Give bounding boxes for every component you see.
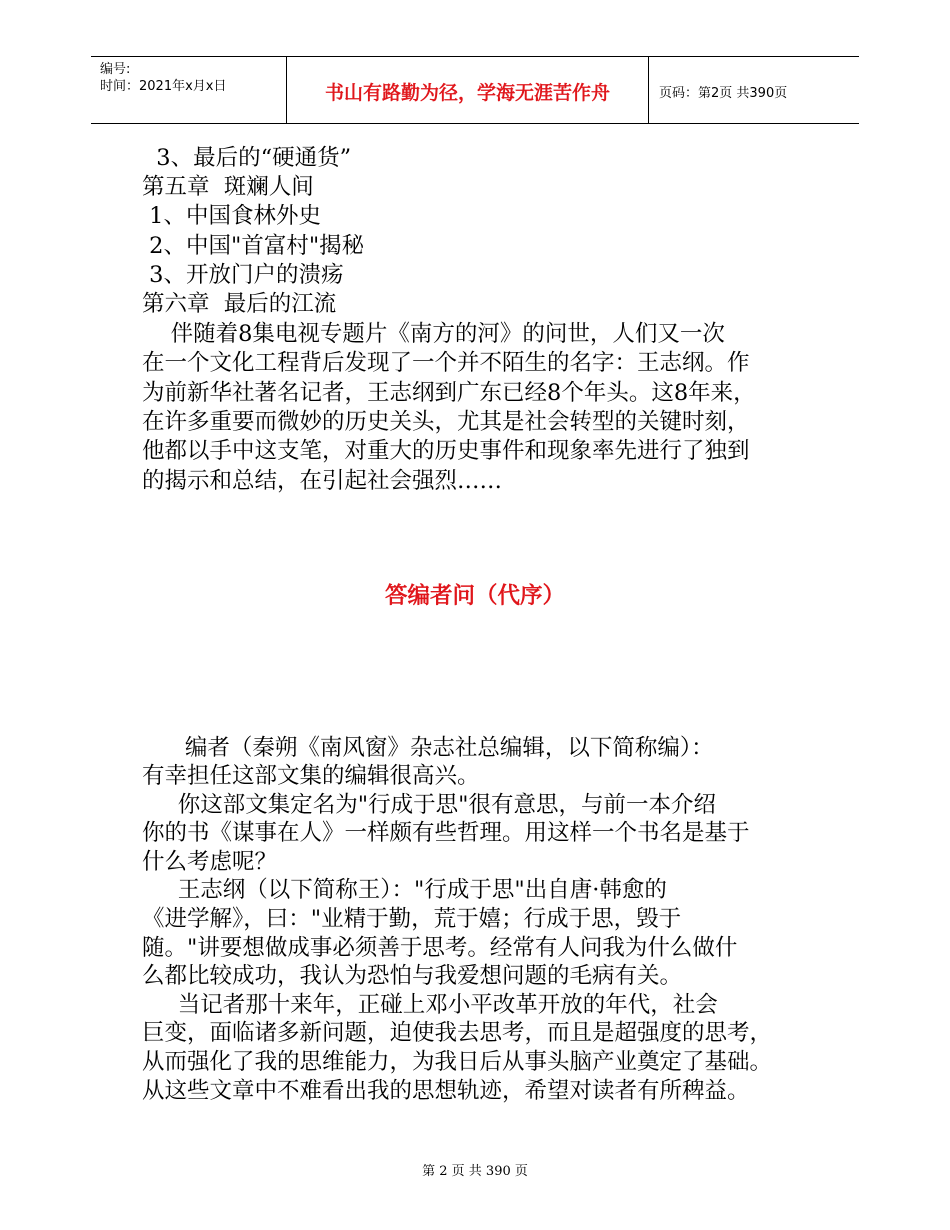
header-page-info: 页码：第2页 共390页 (659, 86, 788, 101)
body-line: 从而强化了我的思维能力，为我日后从事头脑产业奠定了基础。 (142, 1049, 773, 1075)
intro-line: 为前新华社著名记者，王志纲到广东已经8个年头。这8年来， (142, 380, 756, 406)
body-line: 巨变，面临诸多新问题，迫使我去思考，而且是超强度的思考， (142, 1020, 773, 1046)
header-meta (91, 57, 286, 123)
toc-line: 2、中国"首富村"揭秘 (142, 233, 365, 259)
section-title: 答编者问（代序） (384, 583, 565, 609)
body-line: 当记者那十来年，正碰上邓小平改革开放的年代，社会 (142, 992, 718, 1018)
page-header (91, 56, 859, 124)
intro-line: 他都以手中这支笔，对重大的历史事件和现象率先进行了独到 (142, 438, 750, 464)
intro-line: 在许多重要而微妙的历史关头，尤其是社会转型的关键时刻， (142, 409, 750, 435)
body-line: 有幸担任这部文集的编辑很高兴。 (142, 763, 480, 789)
body-line: 你的书《谋事在人》一样颇有些哲理。用这样一个书名是基于 (142, 820, 750, 846)
body-line: 王志纲（以下简称王）："行成于思"出自唐·韩愈的 (142, 877, 667, 903)
intro-line: 的揭示和总结，在引起社会强烈…… (142, 468, 503, 494)
time-label: 时间：2021年x月x日 (100, 79, 227, 94)
header-motto: 书山有路勤为径，学海无涯苦作舟 (286, 57, 649, 123)
body-line: 从这些文章中不难看出我的思想轨迹，希望对读者有所稗益。 (142, 1078, 750, 1104)
toc-line: 第五章 斑斓人间 (142, 174, 314, 200)
toc-line: 3、最后的“硬通货” (142, 145, 352, 171)
page-footer: 第 2 页 共 390 页 (422, 1164, 528, 1179)
body-line: 随。"讲要想做成事必须善于思考。经常有人问我为什么做什 (142, 935, 738, 961)
toc-line: 3、开放门户的溃疡 (142, 262, 344, 288)
body-line: 编者（秦朔《南风窗》杂志社总编辑，以下简称编）： (142, 735, 714, 761)
intro-line: 在一个文化工程背后发现了一个并不陌生的名字：王志纲。作 (142, 350, 750, 376)
toc-line: 第六章 最后的江流 (142, 291, 337, 317)
body-line: 么都比较成功，我认为恐怕与我爱想问题的毛病有关。 (142, 963, 683, 989)
serial-label: 编号: (100, 62, 131, 77)
body-line: 什么考虑呢？ (142, 849, 278, 875)
body-line: 你这部文集定名为"行成于思"很有意思，与前一本介绍 (142, 792, 716, 818)
intro-line: 伴随着8集电视专题片《南方的河》的问世，人们又一次 (142, 321, 725, 347)
body-line: 《进学解》，曰："业精于勤，荒于嬉；行成于思，毁于 (142, 906, 682, 932)
toc-line: 1、中国食林外史 (142, 203, 321, 229)
